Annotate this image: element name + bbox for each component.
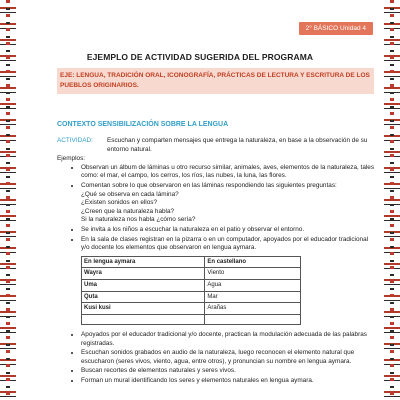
table-header: En castellano bbox=[205, 256, 301, 268]
list-item: • Se invita a los niños a escuchar la naturaleza en el patio y observar el entorno. bbox=[81, 226, 375, 235]
table-cell: Viento bbox=[205, 268, 301, 280]
table-row bbox=[82, 268, 301, 280]
actividad-label: ACTIVIDAD: bbox=[57, 137, 93, 144]
list-item: • Forman un mural identificando los seres y elementos naturales en lengua aymara. bbox=[81, 377, 375, 386]
list-item-text: En la sala de clases registran en la pizarra o en un computador, apoyados por el educador tradicional y/o docente los elementos que observaron en lengua aymara. bbox=[81, 235, 369, 252]
table-cell bbox=[205, 314, 301, 324]
list-item: • Observan un álbum de láminas u otro recurso similar, animales, aves, elementos de la naturaleza, tales como: el mar, el campo, los cerros, los ríos, las nubes, la luna, las flores. bbox=[81, 164, 375, 181]
table-cell bbox=[82, 314, 205, 324]
table-cell: Wayra bbox=[82, 268, 205, 280]
ejemplos-label: Ejemplos: bbox=[57, 155, 86, 163]
activity-content bbox=[57, 137, 375, 387]
list-item-text: Comentan sobre lo que observaron en las láminas respondiendo las siguientes preguntas: bbox=[81, 181, 337, 189]
bullet-list-1 bbox=[57, 164, 375, 325]
table-row bbox=[82, 314, 301, 324]
table-cell: Quta bbox=[82, 291, 205, 303]
section-title: CONTEXTO SENSIBILIZACIÓN SOBRE LA LENGUA bbox=[57, 121, 229, 128]
list-item: • Apoyados por el educador tradicional y/o docente, practican la modulación adecuada de las palabras registradas. bbox=[81, 331, 375, 348]
table-row bbox=[82, 291, 301, 303]
question-line: Si la naturaleza nos habla ¿cómo sería? bbox=[81, 216, 196, 224]
decorative-border-left bbox=[0, 0, 16, 400]
list-item bbox=[81, 236, 375, 325]
actividad-block bbox=[57, 137, 375, 154]
table-cell: Agua bbox=[205, 279, 301, 291]
table-cell: Arañas bbox=[205, 303, 301, 315]
question-line: ¿Creen que la naturaleza habla? bbox=[81, 207, 175, 215]
grade-unit-badge: 2° BÁSICO Unidad 4 bbox=[299, 22, 373, 35]
list-item: • Buscan recortes de elementos naturales y seres vivos. bbox=[81, 367, 375, 376]
list-item: • Escuchan sonidos grabados en audio de la naturaleza, luego reconocen el elemento natural que escucharon (seres vivos, viento, agua, entre otros), y pronuncian su nombre en lengua aymara. bbox=[81, 349, 375, 366]
vocabulary-table bbox=[81, 256, 301, 325]
list-item bbox=[81, 182, 375, 225]
table-row bbox=[82, 303, 301, 315]
actividad-text: Escuchan y comparten mensajes que entrega la naturaleza, en base a la observación de su entorno natural. bbox=[107, 137, 368, 153]
page-title: EJEMPLO DE ACTIVIDAD SUGERIDA DEL PROGRAMA bbox=[86, 52, 314, 62]
eje-banner: EJE: LENGUA, TRADICIÓN ORAL, ICONOGRAFÍA, PRÁCTICAS DE LECTURA Y ESCRITURA DE LOS PUEBLOS ORIGINARIOS. bbox=[57, 68, 374, 94]
table-header: En lengua aymara bbox=[82, 256, 205, 268]
question-line: ¿Qué se observa en cada lámina? bbox=[81, 190, 179, 198]
table-cell: Kusi kusi bbox=[82, 303, 205, 315]
decorative-border-right bbox=[384, 0, 400, 400]
table-row bbox=[82, 279, 301, 291]
table-cell: Mar bbox=[205, 291, 301, 303]
question-line: ¿Existen sonidos en ellos? bbox=[81, 199, 158, 207]
bullet-list-2 bbox=[57, 331, 375, 386]
table-cell: Uma bbox=[82, 279, 205, 291]
table-header-row bbox=[82, 256, 301, 268]
